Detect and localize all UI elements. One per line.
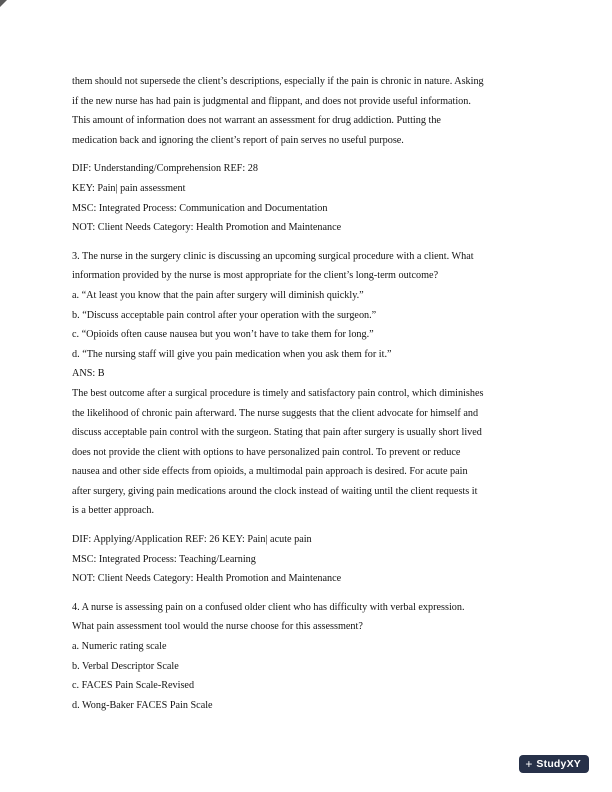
text-line: discuss acceptable pain control with the surgeon. Stating that pain after surgery is usually short lived [72, 427, 482, 439]
meta-block [72, 530, 546, 589]
text-line: if the new nurse has had pain is judgmental and flippant, and does not provide useful information. [72, 95, 471, 107]
text-line: medication back and ignoring the client’s report of pain serves no useful purpose. [72, 134, 404, 146]
text-line: NOT: Client Needs Category: Health Promotion and Maintenance [72, 222, 342, 234]
text-line: information provided by the nurse is most appropriate for the client’s long-term outcome? [72, 270, 439, 282]
document-content [72, 72, 546, 724]
text-line: does not provide the client with options to have personalized pain control. To prevent or reduce [72, 446, 461, 458]
text-line: after surgery, giving pain medications around the clock instead of waiting until the client requests it [72, 485, 478, 497]
text-line: c. FACES Pain Scale-Revised [72, 680, 195, 692]
text-line: is a better approach. [72, 505, 155, 517]
question-block [72, 598, 546, 716]
text-line: a. “At least you know that the pain after surgery will diminish quickly.” [72, 289, 364, 301]
text-line: the likelihood of chronic pain afterward. The nurse suggests that the client advocate for himself and [72, 407, 479, 419]
text-line: b. “Discuss acceptable pain control after your operation with the surgeon.” [72, 309, 377, 321]
question-block [72, 247, 546, 521]
text-line: d. Wong-Baker FACES Pain Scale [72, 699, 213, 711]
text-line: This amount of information does not warrant an assessment for drug addiction. Putting the [72, 115, 441, 127]
brand-name: StudyXY [536, 758, 581, 770]
text-line: 3. The nurse in the surgery clinic is discussing an upcoming surgical procedure with a client. What [72, 250, 474, 262]
text-line: The best outcome after a surgical procedure is timely and satisfactory pain control, which diminishes [72, 387, 484, 399]
paragraph-block [72, 72, 546, 150]
plus-icon: + [525, 757, 533, 771]
text-line: DIF: Applying/Application REF: 26 KEY: Pain| acute pain [72, 534, 312, 546]
text-line: KEY: Pain| pain assessment [72, 182, 186, 194]
text-line: ANS: B [72, 368, 105, 380]
studyxy-badge [519, 755, 589, 773]
text-line: What pain assessment tool would the nurse choose for this assessment? [72, 621, 363, 633]
text-line: MSC: Integrated Process: Communication and Documentation [72, 202, 328, 214]
text-line: them should not supersede the client’s descriptions, especially if the pain is chronic in nature. Asking [72, 76, 484, 87]
text-line: c. “Opioids often cause nausea but you won’t have to take them for long.” [72, 329, 374, 341]
meta-block [72, 159, 546, 237]
text-line: a. Numeric rating scale [72, 641, 167, 653]
text-line: nausea and other side effects from opioids, a multimodal pain approach is desired. For acute pain [72, 466, 468, 478]
text-line: DIF: Understanding/Comprehension REF: 28 [72, 163, 258, 175]
text-line: NOT: Client Needs Category: Health Promotion and Maintenance [72, 573, 342, 585]
text-line: MSC: Integrated Process: Teaching/Learning [72, 553, 256, 565]
text-line: b. Verbal Descriptor Scale [72, 660, 179, 672]
corner-artifact [0, 0, 7, 7]
text-line: 4. A nurse is assessing pain on a confused older client who has difficulty with verbal expression. [72, 601, 465, 613]
text-line: d. “The nursing staff will give you pain medication when you ask them for it.” [72, 348, 392, 360]
